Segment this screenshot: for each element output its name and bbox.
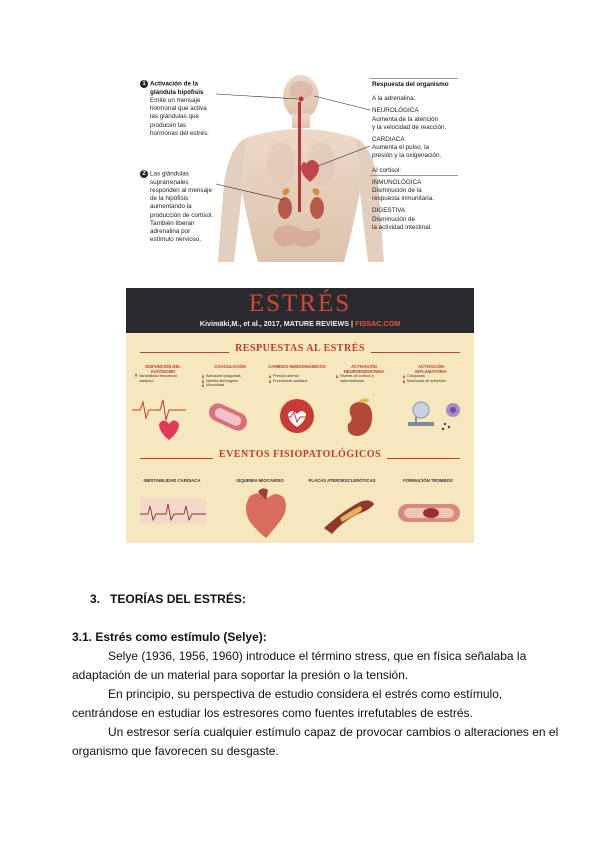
paragraph-line: En principio, su perspectiva de estudio considera el estrés como estímulo, xyxy=(108,687,503,701)
response-item: Citoquinas xyxy=(402,374,460,379)
immune-text-line: Disminución de la xyxy=(372,187,422,195)
digestive-text-line: Disminución de xyxy=(372,215,416,223)
step1-text-line: hormonal que activa xyxy=(150,105,207,113)
response-title: COAGULACIÓN xyxy=(214,364,246,369)
anatomy-figure xyxy=(138,72,460,262)
site-label: FISSAC.COM xyxy=(355,319,401,328)
response-title: DISFUNCIÓN DEL AUTÓNOMO xyxy=(145,364,181,374)
divider xyxy=(370,175,458,176)
step1-text-line: Emite un mensaje xyxy=(150,97,201,105)
response-item: Presión arterial xyxy=(268,374,326,379)
blood-vessel-icon xyxy=(206,400,250,433)
infographic-subtitle xyxy=(126,319,474,328)
step2-number-icon: 2 xyxy=(140,170,148,178)
cortisol-intro: Al cortisol: xyxy=(372,166,402,174)
response-icons xyxy=(126,396,474,446)
response-inflammatory xyxy=(402,364,460,383)
step1-number-icon: 1 xyxy=(140,80,148,88)
digestive-title: DIGESTIVA xyxy=(372,207,406,215)
response-title: ACTIVACIÓN INFLAMATORIA xyxy=(415,364,447,374)
infographic-title: ESTRÉS xyxy=(248,290,352,317)
digestive-text-line: la actividad intestinal. xyxy=(372,223,432,231)
event-label: FORMACIÓN TROMBOS xyxy=(403,478,453,483)
response-title: ACTIVACIÓN NEUROENDOCRINA xyxy=(343,364,385,374)
event-label: PLACAS ATEROESCLERÓTICAS xyxy=(308,478,376,483)
events-heading xyxy=(126,449,474,460)
paragraph-line: Un estresor sería cualquier estímulo capaz de provocar cambios o alteraciones en el xyxy=(108,725,559,739)
step2-text-line: estímulo nervioso. xyxy=(150,236,202,244)
immune-cell-icon xyxy=(408,402,460,430)
step1-text-line: hormonas del estrés. xyxy=(150,129,209,137)
organism-response-panel xyxy=(372,81,460,232)
step2-callout xyxy=(140,170,224,245)
response-item: Frecuencia cardiaca xyxy=(268,379,326,384)
response-autonomic xyxy=(134,364,192,383)
events-heading-text: EVENTOS FISIOPATOLÓGICOS xyxy=(213,449,387,460)
event-icons xyxy=(126,488,474,538)
heart-pulse-icon xyxy=(280,399,314,433)
response-item: Niveles de cortisol y catecolaminas xyxy=(335,374,393,383)
step2-text-line: También liberan xyxy=(150,219,195,227)
neuro-text-line: Aumenta de la atención xyxy=(372,115,439,123)
step2-text-line: adrenalina por xyxy=(150,228,191,236)
response-title: Respuesta del organismo xyxy=(372,81,449,88)
section-number: 3. xyxy=(90,592,101,606)
cardiac-title: CARDIACA xyxy=(372,136,405,144)
plaque-artery-icon xyxy=(324,500,374,534)
response-coagulation xyxy=(201,364,259,388)
response-title: CAMBIOS HEMODINÁMICOS xyxy=(268,364,326,369)
step2-text-line: producción de cortisol. xyxy=(150,211,214,219)
paragraph-line: adaptación de un material para soportar la presión o la tensión. xyxy=(72,668,409,682)
heart-ecg-icon xyxy=(132,400,186,440)
paragraph-line: centrándose en estudiar los estresores como fuentes irrefutables de estrés. xyxy=(72,706,473,720)
thrombus-icon xyxy=(398,504,460,522)
response-neuroendocrine xyxy=(335,364,393,383)
step1-callout xyxy=(140,80,220,138)
step1-text-line: las glándulas que xyxy=(150,113,200,121)
section-heading xyxy=(90,592,246,606)
response-item: Viscosidad xyxy=(201,383,259,388)
step2-title-line: Las glándulas xyxy=(150,170,189,178)
separator: | xyxy=(349,319,356,328)
response-item: Activación plaquetas xyxy=(201,374,259,379)
neuro-title: NEUROLÓGICA xyxy=(372,107,419,115)
step1-title-line: Activación de la xyxy=(150,80,198,88)
pituitary-marker xyxy=(299,97,304,102)
citation: Kivimäki,M., et al., 2017, MATURE REVIEWS xyxy=(199,319,350,328)
heart-anatomy-icon xyxy=(246,488,286,538)
subsection-heading: 3.1. Estrés como estímulo (Selye): xyxy=(72,630,267,644)
event-label: ISQUEMIA MIOCARDIO xyxy=(236,478,284,483)
infographic-header xyxy=(126,288,474,333)
step2-text-line: responden al mensaje xyxy=(150,187,212,195)
responses-heading-text: RESPUESTAS AL ESTRÉS xyxy=(229,343,371,354)
paragraph-line: organismo que favorecen su desgaste. xyxy=(72,744,279,758)
neuro-text-line: y la velocidad de reacción. xyxy=(372,123,447,131)
section-title: TEORÍAS DEL ESTRÉS: xyxy=(110,592,246,606)
paragraph-line: Selye (1936, 1956, 1960) introduce el término stress, que en física señalaba la xyxy=(108,649,527,663)
adrenaline-intro: A la adrenalina: xyxy=(372,95,416,103)
responses-heading xyxy=(126,343,474,354)
immune-text-line: respuesta inmunitaria. xyxy=(372,195,434,203)
step1-title-line: glándula hipófisis xyxy=(150,88,204,96)
response-item: Variabilidad frecuencia cardiaca xyxy=(134,374,192,383)
immune-title: INMUNOLÓGICA xyxy=(372,178,422,186)
response-item: Moléculas de adhesión xyxy=(402,379,460,384)
cardiac-text-line: Aumenta el pulso, la xyxy=(372,144,430,152)
step2-title-line: suprarrenales xyxy=(150,178,189,186)
step1-text-line: producen las xyxy=(150,121,187,129)
event-label: INESTABILIDAD CARDIACA xyxy=(143,478,201,483)
step2-text-line: de la hipófisis xyxy=(150,195,189,203)
step2-text-line: aumentando la xyxy=(150,203,192,211)
response-item: Niveles fibrinógeno xyxy=(201,379,259,384)
stress-infographic xyxy=(126,288,474,543)
response-hemodynamic xyxy=(268,364,326,383)
kidney-icon xyxy=(348,398,373,436)
ecg-strip-icon xyxy=(140,498,206,524)
divider xyxy=(370,78,458,79)
cardiac-text-line: presión y la oxigenación. xyxy=(372,152,442,160)
